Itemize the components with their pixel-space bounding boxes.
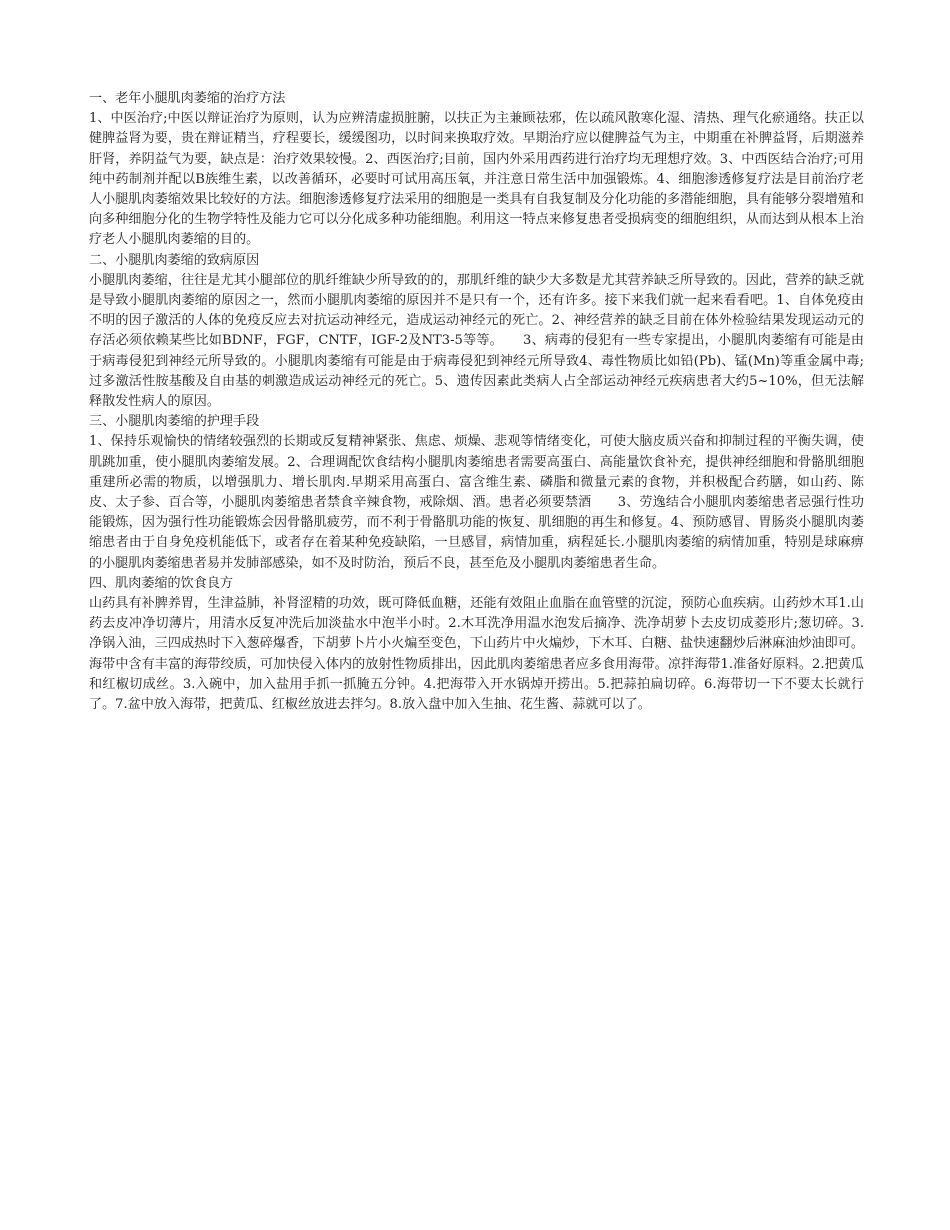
section-3-heading: 三、小腿肌肉萎缩的护理手段 bbox=[89, 414, 260, 430]
section-3-body: 1、保持乐观愉快的情绪较强烈的长期或反复精神紧张、焦虑、烦燥、悲观等情绪变化，可使大脑皮质兴奋和抑制过程的平衡失调，使肌跳加重，使小腿肌肉萎缩发展。2、合理调配饮食结构小腿肌肉萎缩患者需要高蛋白、高能量饮食补充，提供神经细胞和骨骼肌细胞重建所必需的物质，以增强肌力、增长肌肉.早期采用高蛋白、富含维生素、磷脂和微量元素的食物，并积极配合药膳，如山药、陈皮、太子参、百合等，小腿肌肉萎缩患者禁食辛辣食物，戒除烟、酒。患者必须要禁酒 3、劳逸结合小腿肌肉萎缩患者忌强行性功能锻炼，因为强行性功能锻炼会因骨骼肌疲劳，而不利于骨骼肌功能的恢复、肌细胞的再生和修复。4、预防感冒、胃肠炎小腿肌肉萎缩患者由于自身免疫机能低下，或者存在着某种免疫缺陷，一旦感冒，病情加重，病程延长.小腿肌肉萎缩的病情加重，特别是球麻痹的小腿肌肉萎缩患者易并发肺部感染，如不及时防治，预后不良，甚至危及小腿肌肉萎缩患者生命。 bbox=[89, 434, 864, 571]
section-2-heading: 二、小腿肌肉萎缩的致病原因 bbox=[89, 252, 260, 268]
section-4-heading: 四、肌肉萎缩的饮食良方 bbox=[89, 575, 234, 591]
section-2-body: 小腿肌肉萎缩，往往是尤其小腿部位的肌纤维缺少所导致的的，那肌纤维的缺少大多数是尤其营养缺乏所导致的。因此，营养的缺乏就是导致小腿肌肉萎缩的原因之一，然而小腿肌肉萎缩的原因并不是只有一个，还有许多。接下来我们就一起来看看吧。1、自体免疫由不明的因子激活的人体的免疫反应去对抗运动神经元，造成运动神经元的死亡。2、神经营养的缺乏目前在体外检验结果发现运动元的存活必须依赖某些比如BDNF，FGF，CNTF，IGF-2及NT3-5等等。 3、病毒的侵犯有一些专家提出，小腿肌肉萎缩有可能是由于病毒侵犯到神经元所导致的。小腿肌肉萎缩有可能是由于病毒侵犯到神经元所导致4、毒性物质比如铅(Pb)、锰(Mn)等重金属中毒;过多激活性胺基酸及自由基的刺激造成运动神经元的死亡。5、遗传因素此类病人占全部运动神经元疾病患者大约5~10%，但无法解释散发性病人的原因。 bbox=[89, 272, 864, 410]
section-4-body: 山药具有补脾养胃，生津益肺，补肾涩精的功效，既可降低血糖，还能有效阻止血脂在血管壁的沉淀，预防心血疾病。山药炒木耳1.山药去皮冲净切薄片，用清水反复冲洗后加淡盐水中泡半小时。2.木耳洗净用温水泡发后摘净、洗净胡萝卜去皮切成菱形片;葱切碎。3.净锅入油，三四成热时下入葱碎爆香，下胡萝卜片小火煸至变色，下山药片中火煸炒，下木耳、白糖、盐快速翻炒后淋麻油炒油即可。海带中含有丰富的海带绞质，可加快侵入体内的放射性物质排出，因此肌肉萎缩患者应多食用海带。凉拌海带1.准备好原料。2.把黄瓜和红椒切成丝。3.入碗中，加入盐用手抓一抓腌五分钟。4.把海带入开水锅焯开捞出。5.把蒜拍扁切碎。6.海带切一下不要太长就行了。7.盆中放入海带，把黄瓜、红椒丝放进去拌匀。8.放入盘中加入生抽、花生酱、蒜就可以了。 bbox=[89, 596, 864, 713]
document-page bbox=[89, 89, 864, 715]
section-1-body: 1、中医治疗;中医以辩证治疗为原则，认为应辨清虚损脏腑，以扶正为主兼顾祛邪，佐以疏风散寒化湿、清热、理气化瘀通络。扶正以健脾益肾为要，贵在辩证精当，疗程要长，缓缓图功，以时间来换取疗效。早期治疗应以健脾益气为主，中期重在补脾益肾，后期滋养肝肾，养阴益气为要，缺点是：治疗效果较慢。2、西医治疗;目前，国内外采用西药进行治疗均无理想疗效。3、中西医结合治疗;可用纯中药制剂并配以B族维生素，以改善循环，必要时可试用高压氧，并注意日常生活中加强锻炼。4、细胞渗透修复疗法是目前治疗老人小腿肌肉萎缩效果比较好的方法。细胞渗透修复疗法采用的细胞是一类具有自我复制及分化功能的多潜能细胞，具有能够分裂增殖和向多种细胞分化的生物学特性及能力它可以分化成多种功能细胞。利用这一特点来修复患者受损病变的细胞组织，从而达到从根本上治疗老人小腿肌肉萎缩的目的。 bbox=[89, 111, 864, 248]
section-1-heading: 一、老年小腿肌肉萎缩的治疗方法 bbox=[89, 91, 286, 106]
